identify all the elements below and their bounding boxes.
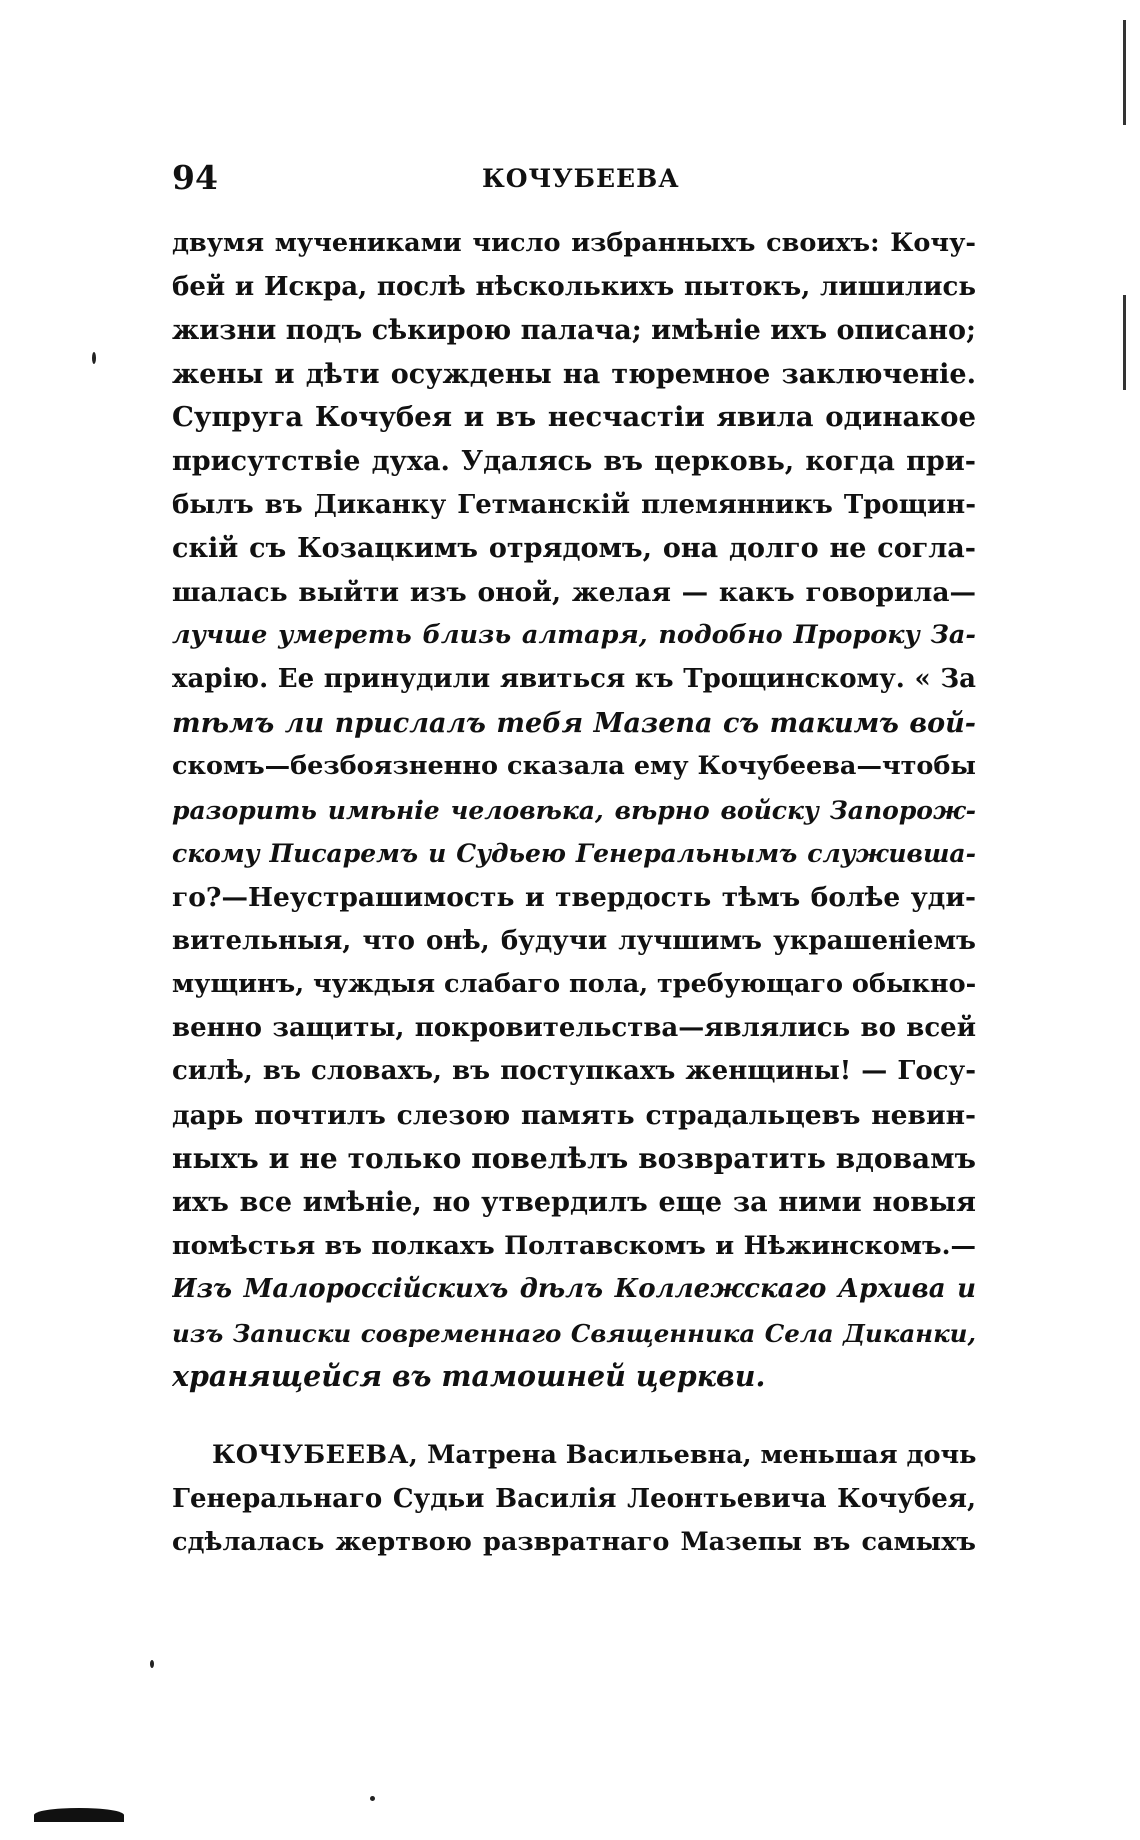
page-header <box>172 158 976 202</box>
text-line-italic: скому Писаремъ и Судьею Генеральнымъ служивша- <box>172 839 976 869</box>
text-line: жизни подъ сѣкирою палача; имѣніе ихъ описано; <box>172 315 976 347</box>
scan-edge-mark <box>1123 295 1126 390</box>
text-line-italic: лучше умереть близь алтаря, подобно Пророку За- <box>172 620 976 651</box>
source-citation-line: хранящейся въ тамошней церкви. <box>172 1359 766 1394</box>
text-line: жены и дѣти осуждены на тюремное заключеніе. <box>172 358 976 390</box>
entry-headword: КОЧУБЕЕВА, <box>212 1440 419 1470</box>
scan-edge-mark <box>1123 20 1126 125</box>
text-line: ихъ все имѣніе, но утвердилъ еще за ними новыя <box>172 1187 976 1219</box>
text-line: ныхъ и не только повелѣлъ возвратить вдовамъ <box>172 1142 976 1176</box>
body-text <box>172 222 976 1399</box>
text-line-italic: разорить имѣніе человѣка, вѣрно войску Запорож- <box>172 795 976 825</box>
entry-first-line <box>172 1434 976 1478</box>
entry-first-line-rest: Матрена Васильевна, меньшая дочь <box>427 1440 976 1470</box>
text-line: харію. Ее принудили явиться къ Трощинскому. « За <box>172 663 976 694</box>
text-line: силѣ, въ словахъ, въ поступкахъ женщины! — Госу- <box>172 1056 976 1087</box>
ink-speck <box>92 352 96 364</box>
text-line: скомъ—безбоязненно сказала ему Кочубеева—чтобы <box>172 751 976 782</box>
text-line: шалась выйти изъ оной, желая — какъ говорила— <box>172 576 976 608</box>
scan-smudge <box>34 1808 124 1822</box>
text-line: го?—Неустрашимость и твердость тѣмъ болѣе уди- <box>172 881 976 913</box>
text-line: Супруга Кочубея и въ несчастіи явила одинакое <box>172 401 976 434</box>
text-line: вительныя, что онѣ, будучи лучшимъ украшеніемъ <box>172 925 976 956</box>
next-entry <box>172 1434 976 1565</box>
page-number: 94 <box>172 158 218 197</box>
source-citation-line: изъ Записки современнаго Священника Села Диканки, <box>172 1318 976 1348</box>
text-line: скій съ Козацкимъ отрядомъ, она долго не согла- <box>172 533 976 565</box>
text-line: былъ въ Диканку Гетманскій племянникъ Трощин- <box>172 489 976 520</box>
text-line-italic: тѣмъ ли прислалъ тебя Мазепа съ такимъ вой- <box>172 707 976 739</box>
text-line: присутствіе духа. Удалясь въ церковь, когда при- <box>172 445 976 477</box>
text-line: бей и Искра, послѣ нѣсколькихъ пытокъ, лишились <box>172 271 976 302</box>
ink-speck <box>370 1796 375 1801</box>
ink-speck <box>150 1660 154 1668</box>
text-line: сдѣлалась жертвою развратнаго Мазепы въ самыхъ <box>172 1527 976 1558</box>
text-line: двумя мучениками число избранныхъ своихъ: Кочу- <box>172 228 976 258</box>
source-citation-line: Изъ Малороссійскихъ дѣлъ Коллежскаго Архива и <box>172 1274 976 1305</box>
running-head: КОЧУБЕЕВА <box>482 164 680 193</box>
text-line: Генеральнаго Судьи Василія Леонтьевича Кочубея, <box>172 1483 976 1514</box>
text-line: помѣстья въ полкахъ Полтавскомъ и Нѣжинскомъ.— <box>172 1230 976 1261</box>
text-line: венно защиты, покровительства—являлись во всей <box>172 1012 976 1043</box>
text-line: мущинъ, чуждыя слабаго пола, требующаго обыкно- <box>172 969 976 1000</box>
text-line: дарь почтилъ слезою память страдальцевъ невин- <box>172 1099 976 1131</box>
